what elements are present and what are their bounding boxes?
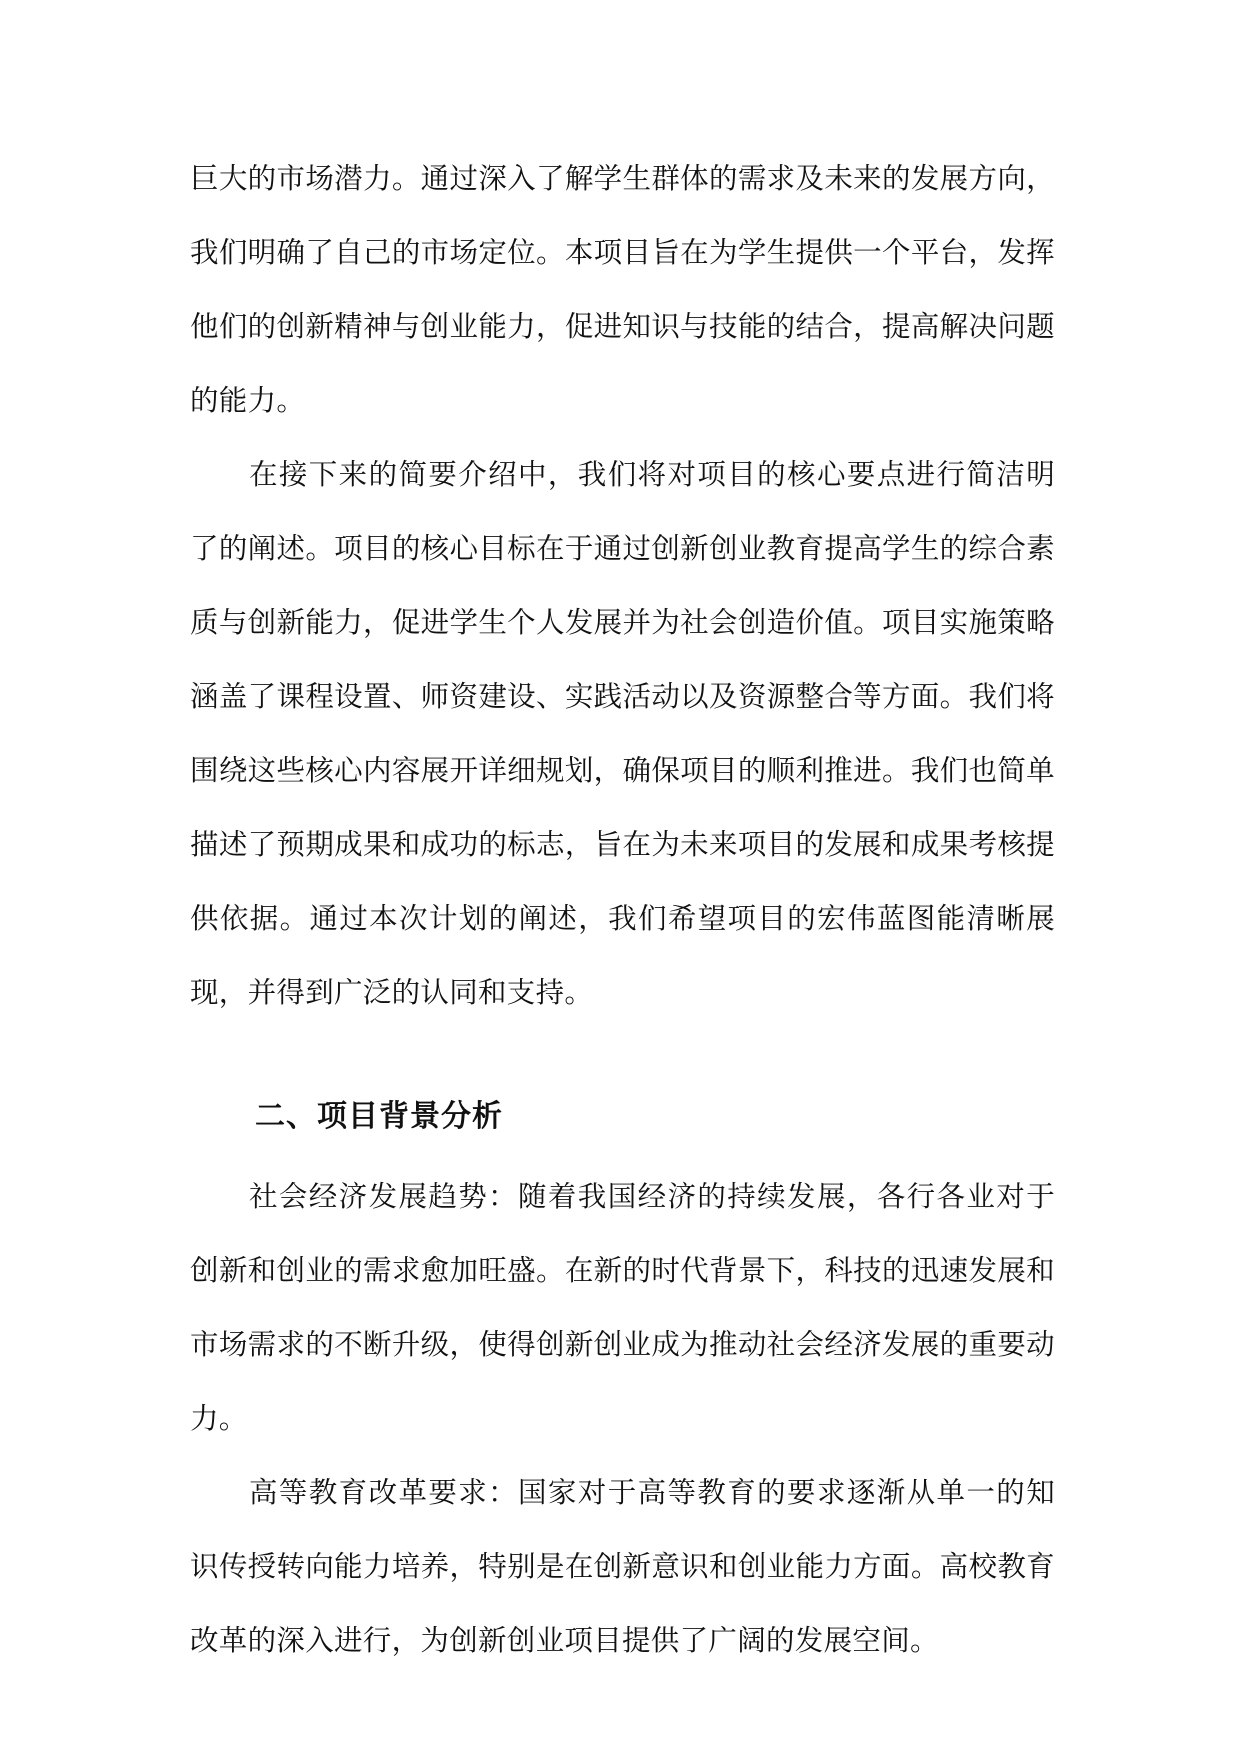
- section-heading: 二、项目背景分析: [255, 1099, 503, 1134]
- paragraph-education-reform: 高等教育改革要求：国家对于高等教育的要求逐渐从单一的知识传授转向能力培养，特别是在创新意识和创业能力方面。高校教育改革的深入进行，为创新创业项目提供了广阔的发展空间。: [190, 1476, 1055, 1657]
- paragraph-project-overview: 在接下来的简要介绍中，我们将对项目的核心要点进行简洁明了的阐述。项目的核心目标在于通过创新创业教育提高学生的综合素质与创新能力，促进学生个人发展并为社会创造价值。项目实施策略涵盖了课程设置、师资建设、实践活动以及资源整合等方面。我们将围绕这些核心内容展开详细规划，确保项目的顺利推进。我们也简单描述了预期成果和成功的标志，旨在为未来项目的发展和成果考核提供依据。通过本次计划的阐述，我们希望项目的宏伟蓝图能清晰展现，并得到广泛的认同和支持。: [190, 458, 1055, 1009]
- paragraph-economic-trend: 社会经济发展趋势：随着我国经济的持续发展，各行各业对于创新和创业的需求愈加旺盛。在新的时代背景下，科技的迅速发展和市场需求的不断升级，使得创新创业成为推动社会经济发展的重要动力。: [190, 1180, 1055, 1435]
- paragraph-continued: 巨大的市场潜力。通过深入了解学生群体的需求及未来的发展方向，我们明确了自己的市场定位。本项目旨在为学生提供一个平台，发挥他们的创新精神与创业能力，促进知识与技能的结合，提高解决问题的能力。: [190, 162, 1055, 417]
- spacer: [190, 1030, 1055, 1080]
- document-body: [190, 142, 1055, 1678]
